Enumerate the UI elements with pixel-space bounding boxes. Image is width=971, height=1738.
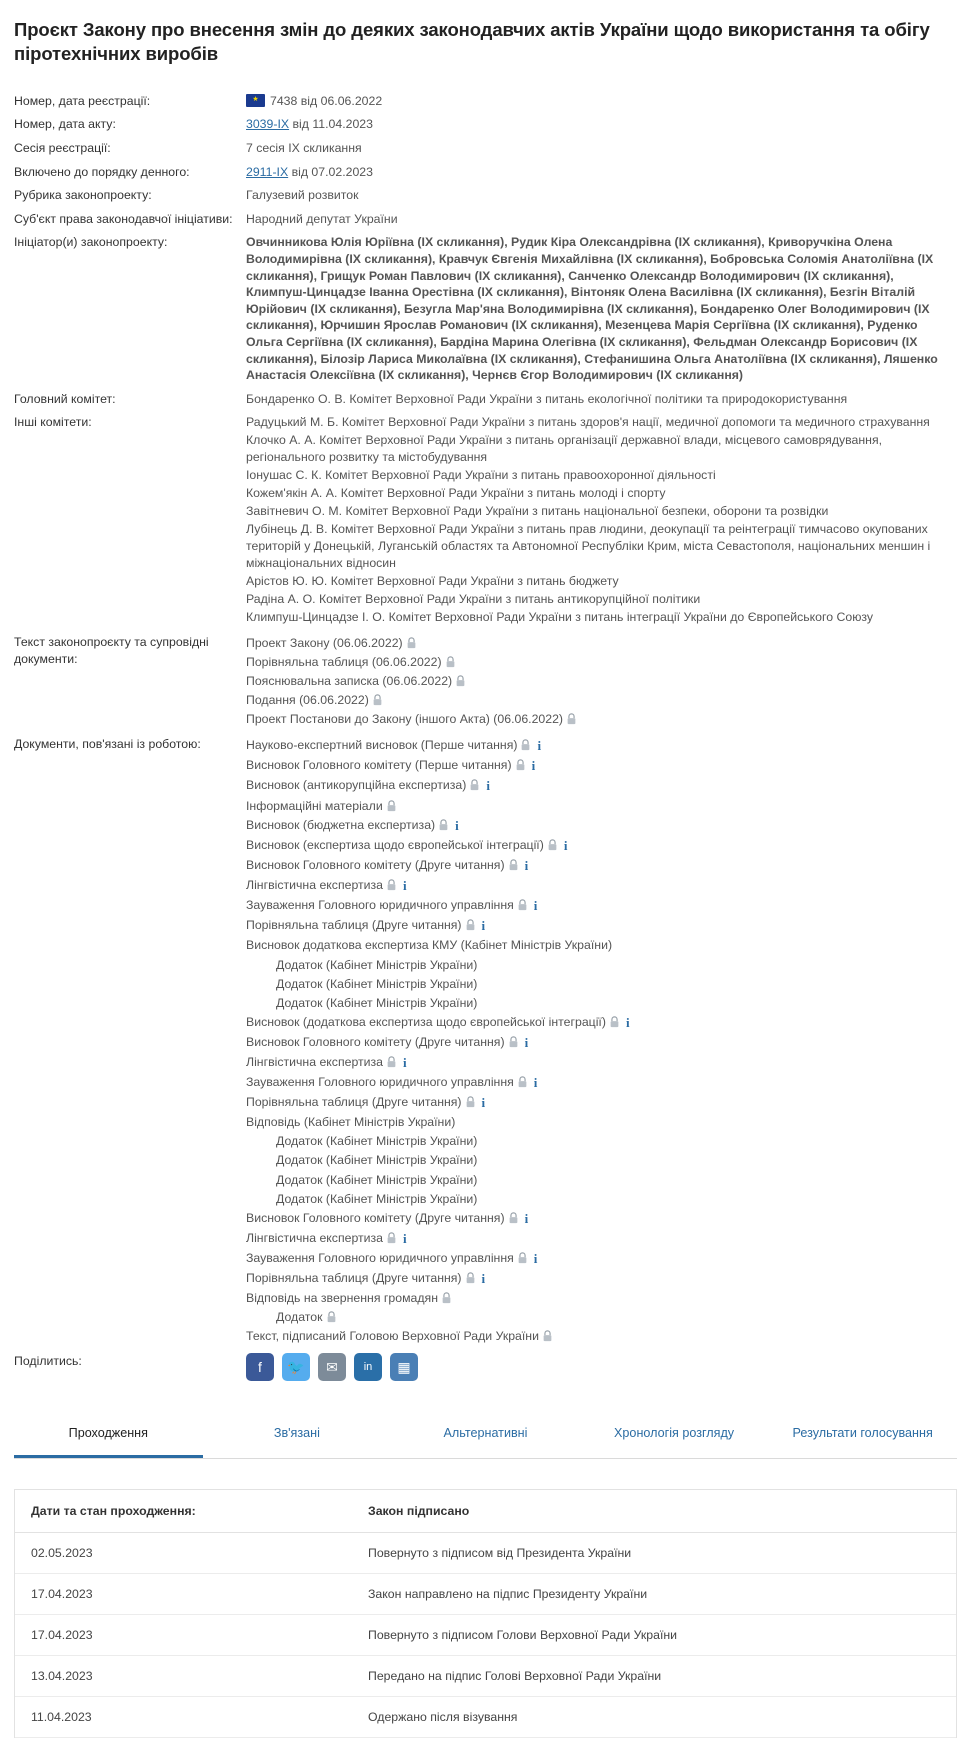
document-title[interactable]: Додаток (Кабінет Міністрів України) xyxy=(276,995,478,1010)
subject-value: Народний депутат України xyxy=(246,211,398,226)
lock-icon xyxy=(465,1271,476,1283)
info-icon[interactable]: i xyxy=(486,778,490,794)
lock-icon xyxy=(520,738,531,750)
passage-status: Передано на підпис Голові Верховної Ради України xyxy=(352,1656,956,1697)
share-buttons-cell xyxy=(246,1353,957,1388)
meta-row-session xyxy=(14,140,957,164)
passage-status: Повернуто з підписом Голови Верховної Ради України xyxy=(352,1615,956,1656)
document-link-row[interactable] xyxy=(246,1093,957,1113)
act-date-text: від 11.04.2023 xyxy=(289,117,373,132)
related-docs-label: Документи, пов'язані із роботою: xyxy=(14,737,201,752)
document-link-row[interactable] xyxy=(246,876,957,896)
rubric-value: Галузевий розвиток xyxy=(246,188,359,203)
tab-4[interactable]: Хронологія розгляду xyxy=(614,1426,735,1441)
main-committee-value: Бондаренко О. В. Комітет Верховної Ради України з питань екологічної політики та природокористування xyxy=(246,391,848,406)
eu-flag-icon xyxy=(246,94,265,107)
agenda-number-link[interactable]: 2911-IX xyxy=(246,164,289,179)
lock-icon xyxy=(441,1291,452,1303)
document-link-row[interactable] xyxy=(246,1171,957,1190)
info-icon[interactable]: i xyxy=(533,1250,538,1266)
session-value: 7 сесія IX скликання xyxy=(246,141,362,155)
document-title[interactable]: Додаток (Кабінет Міністрів України) xyxy=(276,976,478,991)
document-title[interactable]: Лінгвістична експертиза xyxy=(246,1054,383,1069)
document-link-row[interactable] xyxy=(246,836,957,856)
email-share-button[interactable]: ✉ xyxy=(318,1353,346,1381)
document-link-row[interactable] xyxy=(246,710,957,729)
info-icon[interactable]: i xyxy=(481,1095,486,1111)
document-title[interactable]: Висновок Головного комітету (Друге читання) xyxy=(246,1034,505,1049)
document-title[interactable]: Відповідь (Кабінет Міністрів України) xyxy=(246,1115,456,1130)
info-icon[interactable]: i xyxy=(531,758,536,774)
passage-header-status: Закон підписано xyxy=(352,1490,956,1533)
passage-date: 02.05.2023 xyxy=(15,1533,352,1574)
tab-5[interactable]: Результати голосування xyxy=(792,1426,933,1441)
document-title[interactable]: Зауваження Головного юридичного управління xyxy=(246,1075,514,1090)
document-link-row[interactable] xyxy=(246,916,957,936)
document-link-row[interactable] xyxy=(246,975,957,994)
share-label: Поділитись: xyxy=(14,1354,82,1369)
other-committees-list xyxy=(246,414,957,634)
other-committees-label: Інші комітети: xyxy=(14,415,92,430)
document-title[interactable]: Додаток xyxy=(276,1310,323,1325)
document-title[interactable]: Науково-експертний висновок (Перше читання) xyxy=(246,738,518,753)
document-title[interactable]: Додаток (Кабінет Міністрів України) xyxy=(276,1191,478,1206)
passage-date: 13.04.2023 xyxy=(15,1656,352,1697)
lock-icon xyxy=(445,655,456,667)
act-label: Номер, дата акту: xyxy=(14,117,116,132)
text-docs-list xyxy=(246,634,957,736)
registration-label: Номер, дата реєстрації: xyxy=(14,93,151,108)
document-link-row[interactable] xyxy=(246,1151,957,1170)
page-title: Проєкт Закону про внесення змін до деяких законодавчих актів України щодо використання та обігу піротехнічних виробів xyxy=(14,19,930,65)
passage-table-head xyxy=(15,1490,956,1533)
passage-date: 11.04.2023 xyxy=(15,1697,352,1738)
document-link-row[interactable] xyxy=(246,797,957,816)
info-icon[interactable]: i xyxy=(403,1230,407,1246)
info-icon[interactable]: i xyxy=(524,1034,529,1050)
document-title[interactable]: Висновок (експертиза щодо європейської інтеграції) xyxy=(246,837,544,852)
document-link-row[interactable] xyxy=(246,1073,957,1093)
facebook-share-button[interactable]: f xyxy=(246,1353,274,1381)
lock-icon xyxy=(438,818,449,830)
document-title[interactable]: Текст, підписаний Головою Верховної Ради України xyxy=(246,1329,539,1344)
info-icon[interactable]: i xyxy=(481,918,486,934)
document-link-row[interactable] xyxy=(246,736,957,756)
lock-icon xyxy=(542,1329,553,1341)
document-link-row[interactable] xyxy=(246,856,957,876)
info-icon[interactable]: i xyxy=(533,898,538,914)
qr-code-button[interactable]: ▦ xyxy=(390,1353,418,1381)
lock-icon xyxy=(515,758,526,770)
tab-2[interactable]: Зв'язані xyxy=(273,1426,320,1441)
tab-1[interactable]: Проходження xyxy=(14,1410,203,1458)
document-link-row[interactable] xyxy=(246,994,957,1013)
document-link-row[interactable] xyxy=(246,1269,957,1289)
document-title[interactable]: Висновок (бюджетна експертиза) xyxy=(246,817,436,832)
meta-row-agenda xyxy=(14,164,957,188)
lock-icon xyxy=(517,1251,528,1263)
meta-row-main-committee xyxy=(14,391,957,415)
document-title[interactable]: Відповідь на звернення громадян xyxy=(246,1291,438,1306)
document-title[interactable]: Висновок Головного комітету (Друге читання) xyxy=(246,1210,505,1225)
document-link-row[interactable] xyxy=(246,691,957,710)
lock-icon xyxy=(547,838,558,850)
passage-header-date: Дати та стан проходження: xyxy=(15,1490,352,1533)
lock-icon xyxy=(386,799,397,811)
document-title[interactable]: Пояснювальна записка (06.06.2022) xyxy=(246,674,453,689)
info-icon[interactable]: i xyxy=(625,1014,630,1030)
lock-icon xyxy=(406,636,417,648)
lock-icon xyxy=(386,1231,397,1243)
committee-item: Кожем'якін А. А. Комітет Верховної Ради України з питань молоді і спорту xyxy=(246,486,666,501)
committee-item: Завітневич О. М. Комітет Верховної Ради України з питань національної безпеки, оборони та розвідки xyxy=(246,504,829,519)
document-link-row[interactable] xyxy=(246,1249,957,1269)
document-title[interactable]: Додаток (Кабінет Міністрів України) xyxy=(276,1172,478,1187)
session-label: Сесія реєстрації: xyxy=(14,141,111,155)
info-icon[interactable]: i xyxy=(524,1210,529,1226)
lock-icon xyxy=(386,878,397,890)
registration-value xyxy=(246,93,957,117)
committee-item: Климпуш-Цинцадзе І. О. Комітет Верховної Ради України з питань інтеграції України до Європейського Союзу xyxy=(246,609,874,624)
document-title[interactable]: Додаток (Кабінет Міністрів України) xyxy=(276,1153,478,1168)
document-link-row[interactable] xyxy=(246,816,957,836)
passage-date: 17.04.2023 xyxy=(15,1574,352,1615)
info-icon[interactable]: i xyxy=(537,738,542,754)
document-link-row[interactable] xyxy=(246,896,957,916)
document-link-row[interactable] xyxy=(246,1013,957,1033)
initiators-label: Ініціатор(и) законопроекту: xyxy=(14,235,168,250)
linkedin-share-button[interactable]: in xyxy=(354,1353,382,1381)
document-link-row[interactable] xyxy=(246,1033,957,1053)
lock-icon xyxy=(386,1055,397,1067)
info-icon[interactable]: i xyxy=(481,1271,486,1287)
tab-3[interactable]: Альтернативні xyxy=(443,1426,528,1441)
document-title[interactable]: Додаток (Кабінет Міністрів України) xyxy=(276,957,478,972)
document-link-row[interactable] xyxy=(246,1053,957,1073)
document-title[interactable]: Інформаційні матеріали xyxy=(246,798,383,813)
info-icon[interactable]: i xyxy=(563,837,568,853)
lock-icon xyxy=(517,898,528,910)
registration-text: 7438 від 06.06.2022 xyxy=(270,93,383,108)
info-icon[interactable]: i xyxy=(403,1054,407,1070)
lock-icon xyxy=(566,712,577,724)
table-row xyxy=(15,1656,956,1697)
table-row xyxy=(15,1574,956,1615)
lock-icon xyxy=(508,858,519,870)
agenda-date-text: від 07.02.2023 xyxy=(288,164,373,179)
initiators-value: Овчинникова Юлія Юріївна (IX скликання), Рудик Кіра Олександрівна (IX скликання), Криворучкіна Олена Володимирівна (IX скликання), Кравчук Євгенія Михайлівна (IX скликання), Бобровська Соломія Анатоліївна (IX скликання), Грищук Роман Павлович (IX скликання), Санченко Олександр Володимирович (IX скликання), Климпуш-Цинцадзе Іванна Орестівна (IX скликання), Вінтоняк Олена Василівна (IX скликання), Безгін Віталій Юрійович (IX скликання), Безугла Мар'яна Володимирівна (IX скликання), Бондаренко Олег Володимирович (IX скликання), Юрчишин Ярослав Романович (IX скликання), Мезенцева Марія Сергіївна (IX скликання), Руденко Ольга Сергіївна (IX скликання), Бардіна Марина Олегівна (IX скликання), Фельдман Олександр Борисович (IX скликання), Білозір Лариса Миколаївна (IX скликання), Стефанишина Ольга Анатоліївна (IX скликання), Ляшенко Анастасія Олексіївна (IX скликання), Чернєв Єгор Володимирович (IX скликання) xyxy=(246,235,938,383)
document-title[interactable]: Лінгвістична експертиза xyxy=(246,878,383,893)
twitter-share-button[interactable]: 🐦 xyxy=(282,1353,310,1381)
document-link-row[interactable] xyxy=(246,634,957,653)
document-title[interactable]: Висновок (додаткова експертиза щодо європейської інтеграції) xyxy=(246,1014,606,1029)
document-link-row[interactable] xyxy=(246,956,957,975)
table-row xyxy=(15,1615,956,1656)
meta-row-text-docs xyxy=(14,634,957,736)
passage-header-row xyxy=(15,1490,956,1533)
lock-icon xyxy=(372,693,383,705)
document-title[interactable]: Висновок (антикорупційна експертиза) xyxy=(246,778,467,793)
document-title[interactable]: Проект Закону (06.06.2022) xyxy=(246,635,403,650)
info-icon[interactable]: i xyxy=(524,857,529,873)
document-link-row[interactable] xyxy=(246,1209,957,1229)
agenda-value xyxy=(246,164,957,188)
meta-row-initiators xyxy=(14,234,957,390)
table-row xyxy=(15,1697,956,1738)
info-icon[interactable]: i xyxy=(455,817,459,833)
document-title[interactable]: Порівняльна таблиця (06.06.2022) xyxy=(246,654,442,669)
document-link-row[interactable] xyxy=(246,1190,957,1209)
document-title[interactable]: Висновок Головного комітету (Друге читання) xyxy=(246,857,505,872)
rubric-label: Рубрика законопроекту: xyxy=(14,188,152,203)
document-link-row[interactable] xyxy=(246,776,957,796)
act-value xyxy=(246,116,957,140)
document-title[interactable]: Подання (06.06.2022) xyxy=(246,693,369,708)
document-link-row[interactable] xyxy=(246,672,957,691)
document-link-row[interactable] xyxy=(246,1229,957,1249)
document-link-row[interactable] xyxy=(246,1289,957,1308)
subject-label: Суб'єкт права законодавчої ініціативи: xyxy=(14,211,233,226)
document-link-row[interactable] xyxy=(246,756,957,776)
info-icon[interactable]: i xyxy=(403,878,407,894)
bill-metadata-table xyxy=(14,93,957,1389)
passage-status: Повернуто з підписом від Президента України xyxy=(352,1533,956,1574)
tab-bar xyxy=(14,1410,957,1459)
lock-icon xyxy=(455,674,466,686)
meta-row-rubric xyxy=(14,187,957,211)
text-docs-label: Текст законопроєкту та супровідні документи: xyxy=(14,634,209,666)
document-title[interactable]: Висновок Головного комітету (Перше читання) xyxy=(246,758,512,773)
passage-table xyxy=(15,1490,956,1738)
agenda-label: Включено до порядку денного: xyxy=(14,164,190,179)
document-link-row[interactable] xyxy=(246,1113,957,1132)
passage-panel xyxy=(14,1489,957,1738)
committee-item: Іонушас С. К. Комітет Верховної Ради України з питань правоохоронної діяльності xyxy=(246,468,716,483)
meta-row-share xyxy=(14,1353,957,1388)
table-row xyxy=(15,1533,956,1574)
committee-item: Радіна А. О. Комітет Верховної Ради України з питань антикорупційної політики xyxy=(246,592,701,606)
meta-row-related-docs xyxy=(14,736,957,1353)
document-link-row[interactable] xyxy=(246,653,957,672)
lock-icon xyxy=(609,1015,620,1027)
passage-table-body xyxy=(15,1533,956,1738)
document-title[interactable]: Лінгвістична експертиза xyxy=(246,1230,383,1245)
share-button-group xyxy=(246,1353,957,1381)
document-link-row[interactable] xyxy=(246,1132,957,1151)
meta-row-subject xyxy=(14,211,957,235)
committee-item: Клочко А. А. Комітет Верховної Ради України з питань організації державної влади, місцевого самоврядування, регіонального розвитку та містобудування xyxy=(246,433,883,465)
document-title[interactable]: Зауваження Головного юридичного управління xyxy=(246,898,514,913)
lock-icon xyxy=(465,918,476,930)
document-title[interactable]: Проект Постанови до Закону (іншого Акта) (06.06.2022) xyxy=(246,712,564,727)
document-title[interactable]: Зауваження Головного юридичного управління xyxy=(246,1250,514,1265)
passage-status: Закон направлено на підпис Президенту України xyxy=(352,1574,956,1615)
act-number-link[interactable]: 3039-IX xyxy=(246,117,290,132)
related-docs-list xyxy=(246,736,957,1353)
document-title[interactable]: Порівняльна таблиця (Друге читання) xyxy=(246,1095,462,1110)
document-title[interactable]: Висновок додаткова експертиза КМУ (Кабінет Міністрів України) xyxy=(246,938,613,953)
lock-icon xyxy=(469,778,480,790)
lock-icon xyxy=(326,1310,337,1322)
document-link-row[interactable] xyxy=(246,1327,957,1346)
main-committee-label: Головний комітет: xyxy=(14,391,116,406)
info-icon[interactable]: i xyxy=(533,1075,538,1091)
meta-row-act xyxy=(14,116,957,140)
committee-item: Радуцький М. Б. Комітет Верховної Ради України з питань здоров'я нації, медичної допомоги та медичного страхування xyxy=(246,415,930,430)
lock-icon xyxy=(508,1035,519,1047)
passage-date: 17.04.2023 xyxy=(15,1615,352,1656)
lock-icon xyxy=(517,1075,528,1087)
document-link-row[interactable] xyxy=(246,1308,957,1327)
document-title[interactable]: Порівняльна таблиця (Друге читання) xyxy=(246,1271,462,1286)
passage-status: Одержано після візування xyxy=(352,1697,956,1738)
document-title[interactable]: Додаток (Кабінет Міністрів України) xyxy=(276,1134,478,1149)
document-link-row[interactable] xyxy=(246,936,957,955)
meta-row-other-committees xyxy=(14,414,957,634)
lock-icon xyxy=(508,1211,519,1223)
meta-row-registration xyxy=(14,93,957,117)
document-title[interactable]: Порівняльна таблиця (Друге читання) xyxy=(246,918,462,933)
lock-icon xyxy=(465,1095,476,1107)
committee-item: Арістов Ю. Ю. Комітет Верховної Ради України з питань бюджету xyxy=(246,574,619,589)
committee-item: Лубінець Д. В. Комітет Верховної Ради України з питань прав людини, деокупації та реінтеграції тимчасово окупованих територій у Донецькій, Луганській областях та Автономної Республіки Крим, міста Севастополя, національних меншин і міжнаціональних відносин xyxy=(246,522,931,571)
